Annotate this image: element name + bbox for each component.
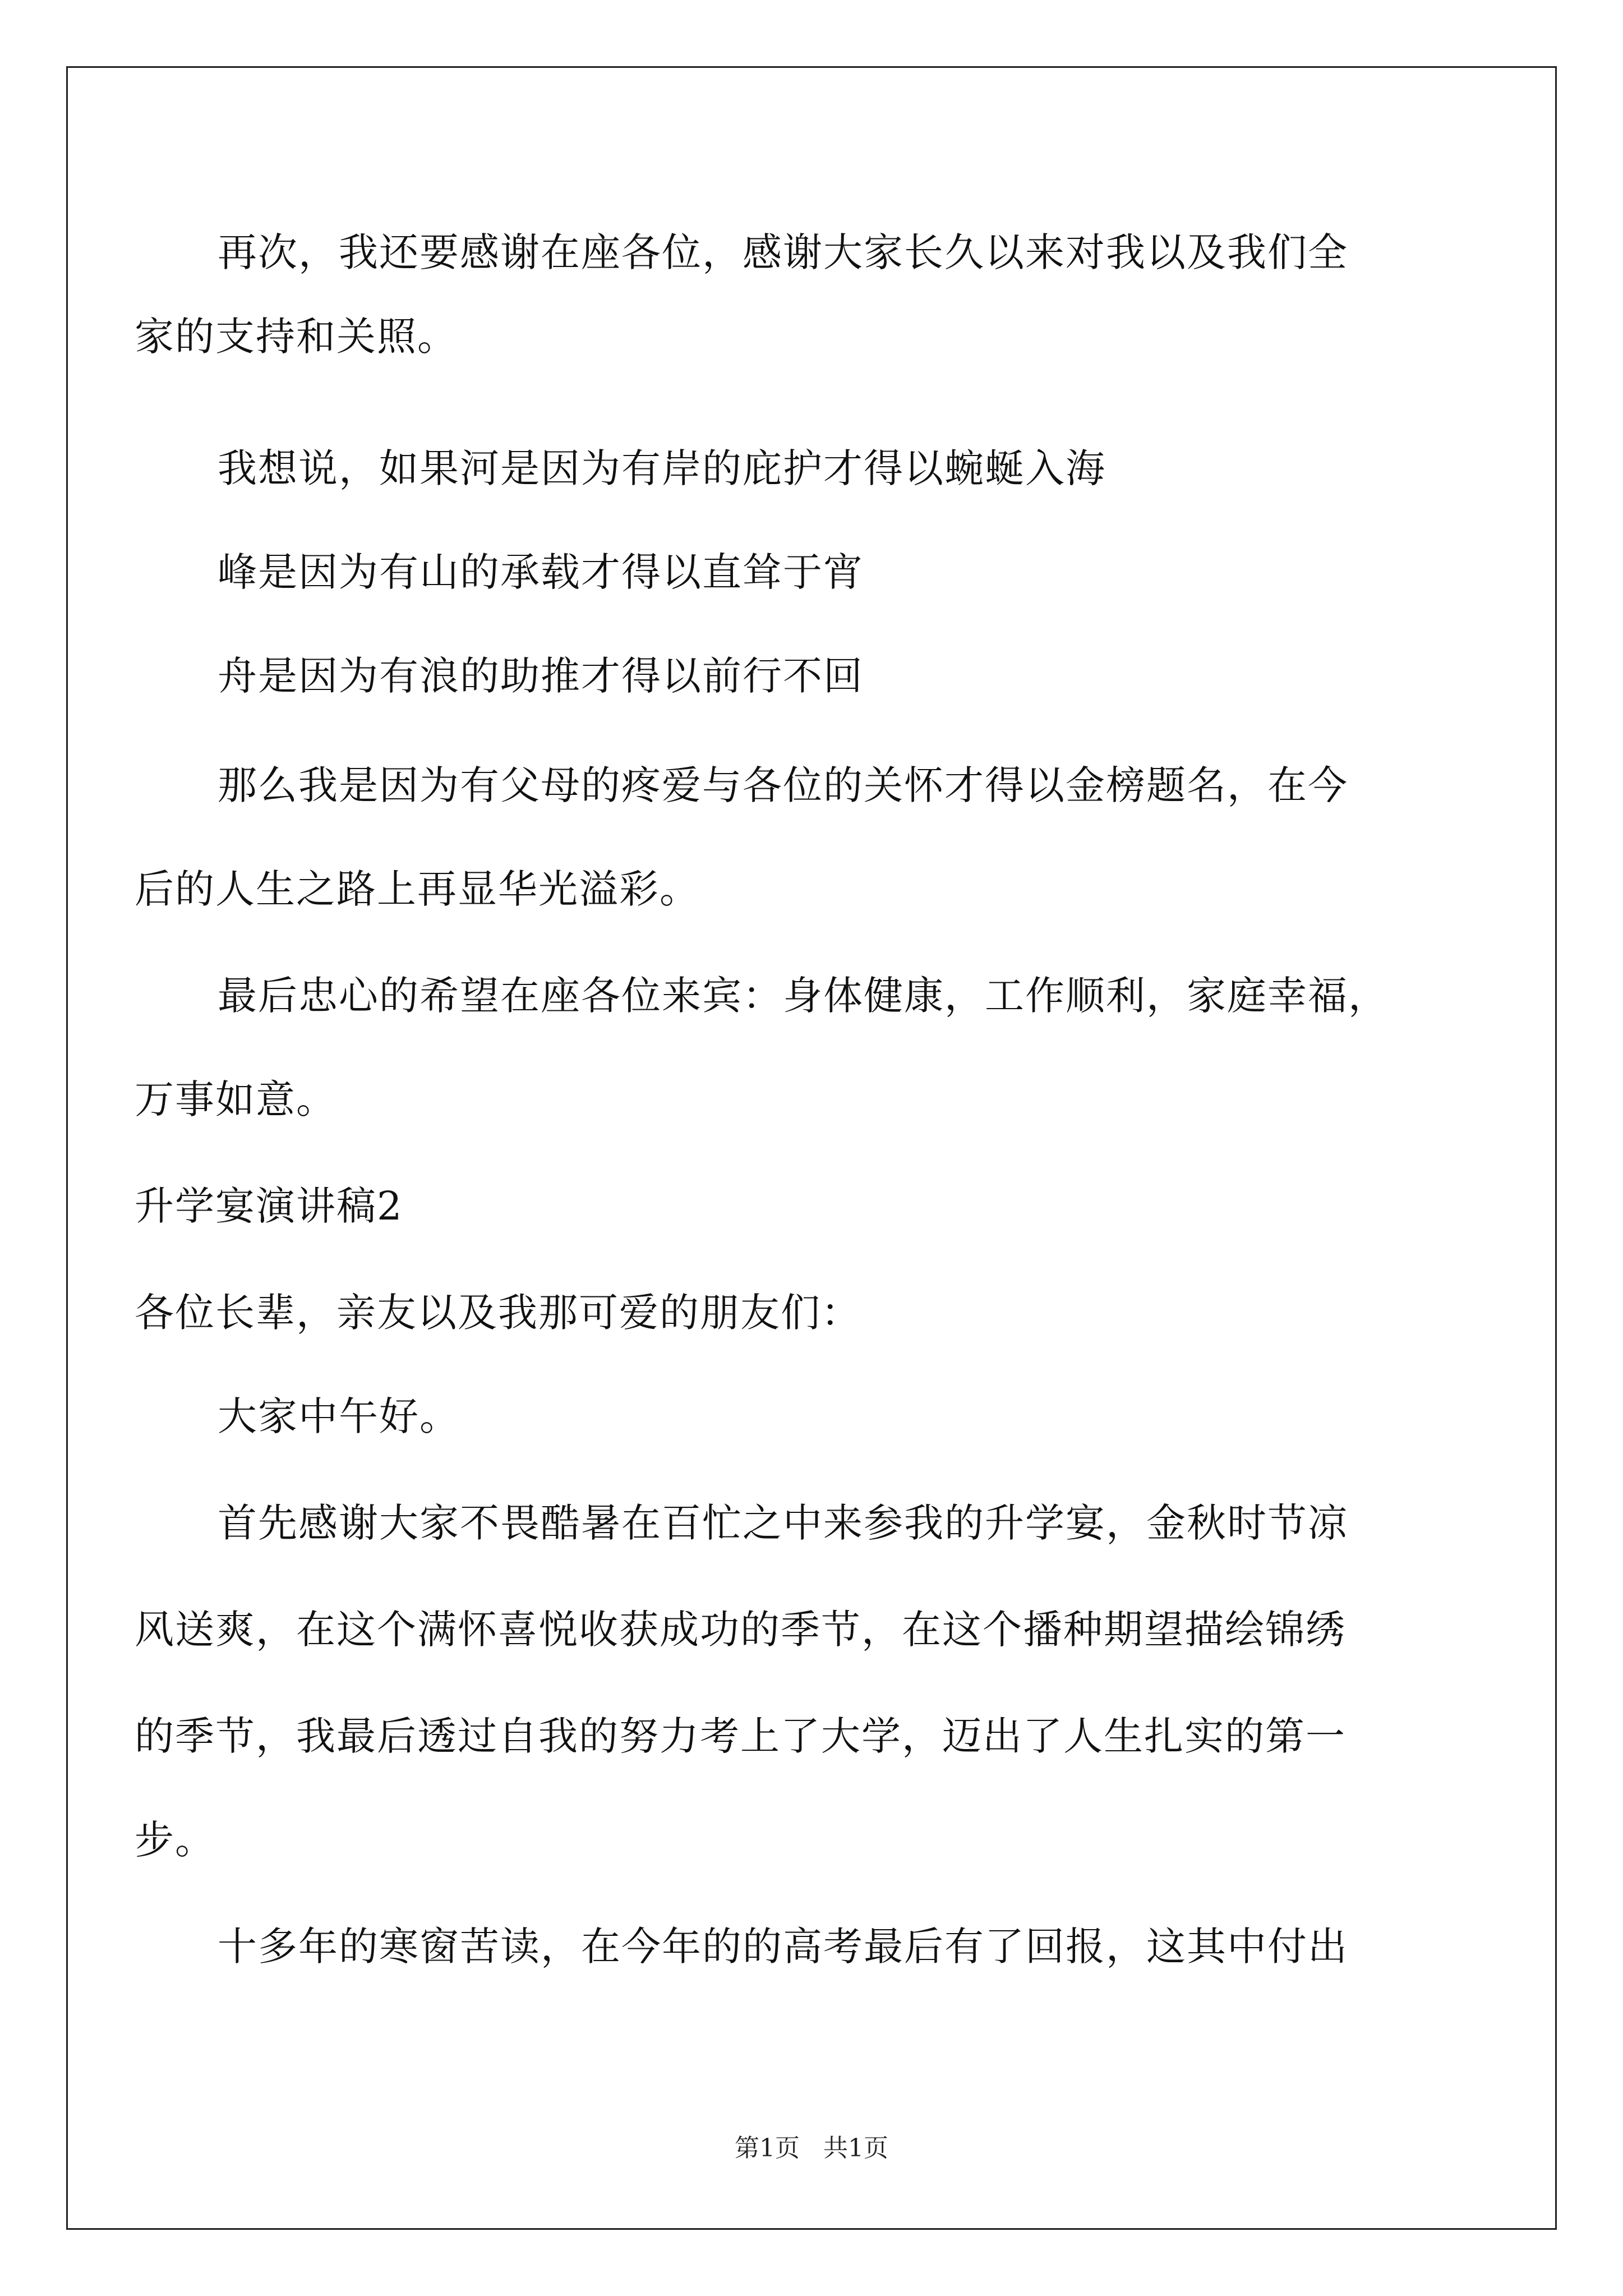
paragraph-line: 我想说，如果河是因为有岸的庇护才得以蜿蜒入海 bbox=[218, 445, 1106, 491]
section-heading: 升学宴演讲稿2 bbox=[135, 1183, 403, 1229]
paragraph-line: 万事如意。 bbox=[135, 1076, 336, 1122]
paragraph-line: 首先感谢大家不畏酷暑在百忙之中来参我的升学宴，金秋时节凉 bbox=[218, 1500, 1348, 1546]
paragraph-line: 步。 bbox=[135, 1817, 215, 1863]
salutation: 各位长辈，亲友以及我那可爱的朋友们： bbox=[135, 1290, 861, 1336]
paragraph-line: 十多年的寒窗苦读，在今年的的高考最后有了回报，这其中付出 bbox=[218, 1924, 1348, 1970]
page-frame bbox=[66, 66, 1557, 2230]
paragraph-line: 峰是因为有山的承载才得以直耸于宵 bbox=[218, 549, 864, 595]
paragraph-line: 那么我是因为有父母的疼爱与各位的关怀才得以金榜题名，在今 bbox=[218, 762, 1348, 808]
page-footer bbox=[0, 2132, 1623, 2165]
page-number: 第1页 bbox=[735, 2134, 800, 2162]
paragraph-line: 舟是因为有浪的助推才得以前行不回 bbox=[218, 653, 864, 699]
paragraph-line: 的季节，我最后透过自我的努力考上了大学，迈出了人生扎实的第一 bbox=[135, 1713, 1346, 1759]
paragraph-line: 最后忠心的希望在座各位来宾：身体健康，工作顺利，家庭幸福， bbox=[218, 973, 1389, 1019]
paragraph-line: 风送爽，在这个满怀喜悦收获成功的季节，在这个播种期望描绘锦绣 bbox=[135, 1607, 1346, 1653]
paragraph-line: 后的人生之路上再显华光溢彩。 bbox=[135, 866, 700, 912]
paragraph-line: 再次，我还要感谢在座各位，感谢大家长久以来对我以及我们全 bbox=[218, 229, 1348, 275]
page-total: 共1页 bbox=[823, 2134, 888, 2162]
paragraph-line: 家的支持和关照。 bbox=[135, 314, 458, 360]
paragraph-line: 大家中午好。 bbox=[218, 1393, 460, 1439]
